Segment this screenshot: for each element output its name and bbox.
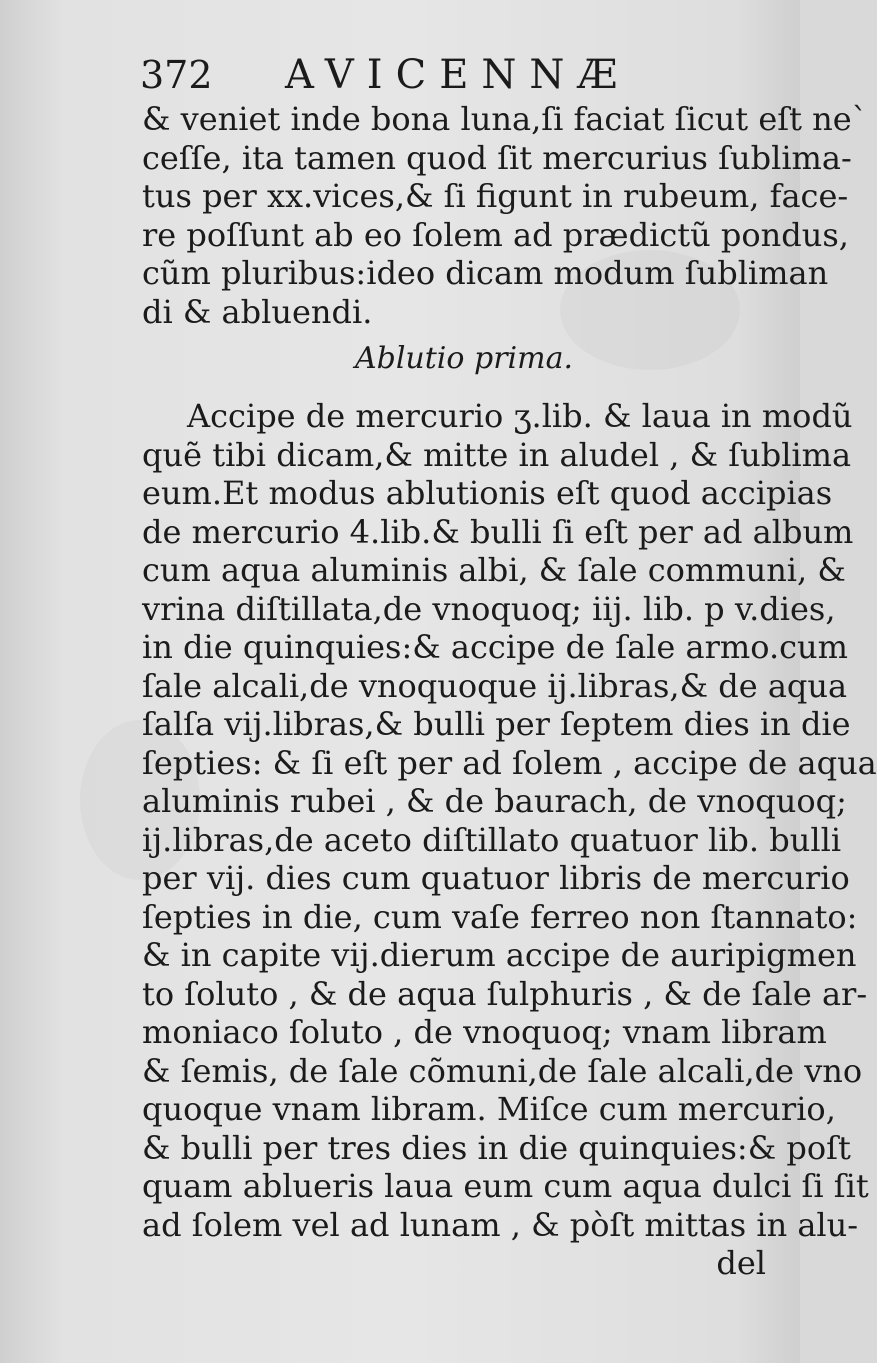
text-line: tus per xx.vices,& ſi figunt in rubeum, face- (142, 177, 849, 215)
text-line: & veniet inde bona luna,ſi faciat ſicut eſt ne` (142, 100, 868, 138)
text-line: aluminis rubei , & de baurach, de vnoquoq; (142, 782, 847, 820)
text-line: cum aqua aluminis albi, & ſale communi, & (142, 551, 846, 589)
catchword: del (716, 1244, 766, 1282)
page-number: 372 (140, 53, 213, 97)
text-line: di & abluendi. (142, 292, 373, 331)
text-line: ſepties in die, cum vaſe ferreo non ſtannato: (142, 897, 858, 936)
text-line: ij.libras,de aceto diſtillato quatuor lib. bulli (142, 820, 842, 859)
text-line: & bulli per tres dies in die quinquies:& poſt (142, 1128, 851, 1167)
text-line: per vij. dies cum quatuor libris de mercurio (142, 859, 850, 897)
text-line: & ſemis, de ſale cõmuni,de ſale alcali,de vno (142, 1051, 863, 1090)
text-line: de mercurio 4.lib.& bulli ſi eſt per ad album (142, 512, 854, 551)
text-line: moniaco ſoluto , de vnoquoq; vnam libram (142, 1013, 827, 1051)
running-head: AVICENNÆ (285, 52, 631, 98)
text-line: in die quinquies:& accipe de ſale armo.cum (142, 628, 848, 666)
text-line: ad ſolem vel ad lunam , & pòſt mittas in alu- (142, 1205, 859, 1244)
text-line: ſepties: & ſi eſt per ad ſolem , accipe de aqua (142, 743, 877, 782)
text-line: to ſoluto , & de aqua ſulphuris , & de ſale ar- (142, 974, 868, 1013)
text-line: cũm pluribus:ideo dicam modum ſubliman (142, 254, 829, 292)
text-line: Accipe de mercurio ʒ.lib. & laua in modũ (187, 397, 853, 435)
page-header (140, 50, 740, 100)
text-line: ceſſe, ita tamen quod ſit mercurius ſublima- (142, 138, 852, 177)
text-line: ſalſa vij.libras,& bulli per ſeptem dies in die (142, 705, 851, 743)
text-line: eum.Et modus ablutionis eſt quod accipias (142, 474, 833, 512)
text-line: quoque vnam libram. Miſce cum mercurio, (142, 1090, 836, 1128)
text-line: & in capite vij.dierum accipe de auripigmen (142, 936, 857, 974)
text-line: ſale alcali,de vnoquoque ij.libras,& de aqua (142, 666, 848, 705)
section-heading: Ablutio prima. (354, 341, 574, 376)
text-line: re poſſunt ab eo ſolem ad prædictũ pondus, (142, 215, 849, 254)
text-line: quẽ tibi dicam,& mitte in aludel , & ſublima (142, 435, 852, 474)
text-line: vrina diſtillata,de vnoquoq; iij. lib. p v.dies, (142, 589, 836, 628)
text-block (142, 100, 877, 1283)
text-line: quam ablueris laua eum cum aqua dulci ſi ſit (142, 1167, 869, 1205)
spacer (142, 387, 766, 397)
